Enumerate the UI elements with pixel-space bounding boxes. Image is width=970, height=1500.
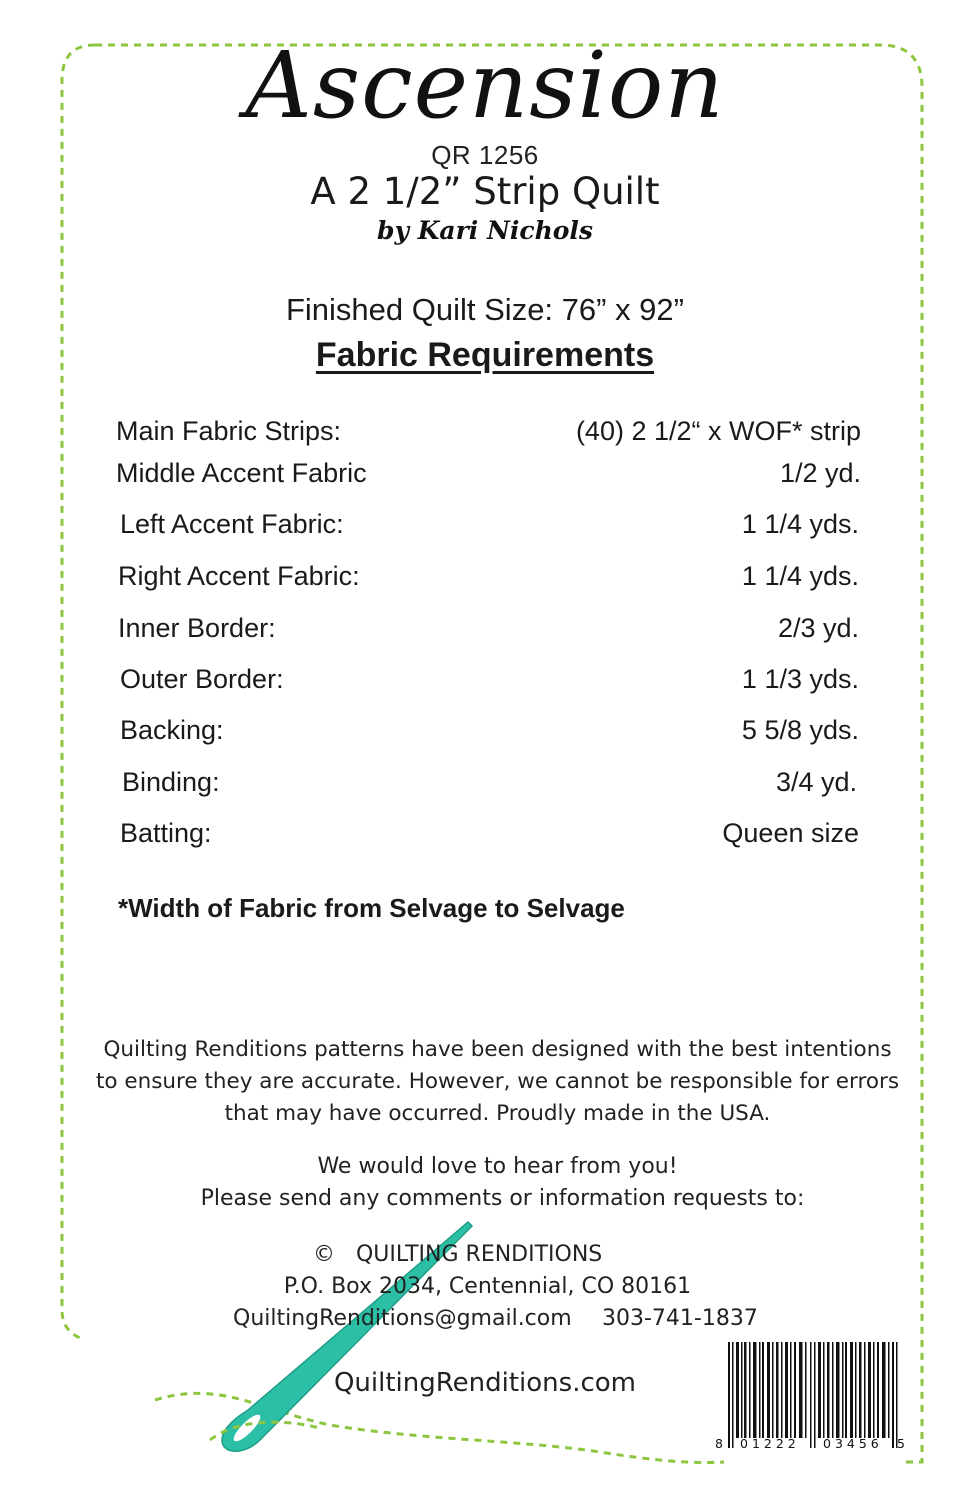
email-link[interactable]: QuiltingRenditions@gmail.com — [233, 1306, 572, 1331]
pattern-subtitle: A 2 1/2” Strip Quilt — [310, 170, 660, 213]
barcode-group-right: 03456 — [823, 1436, 883, 1451]
pattern-author: by Kari Nichols — [376, 216, 593, 245]
requirement-value: 3/4 yd. — [775, 766, 857, 797]
requirement-value: 2/3 yd. — [777, 612, 859, 643]
list-item — [120, 661, 859, 697]
barcode-digit-left: 8 — [715, 1436, 723, 1451]
list-item — [122, 764, 857, 800]
requirement-value: 1 1/4 yds. — [741, 508, 859, 539]
contact-invite: We would love to hear from you! — [317, 1154, 678, 1179]
requirement-value: Queen size — [722, 817, 859, 848]
disclaimer-line: that may have occurred. Proudly made in the USA. — [224, 1101, 771, 1126]
pattern-code: QR 1256 — [431, 140, 539, 170]
requirement-label: Right Accent Fabric: — [118, 560, 360, 591]
disclaimer-line: to ensure they are accurate. However, we cannot be responsible for errors — [95, 1069, 900, 1094]
mailing-address: P.O. Box 2034, Centennial, CO 80161 — [283, 1274, 692, 1299]
contact-request: Please send any comments or information requests to: — [200, 1186, 805, 1211]
phone-number: 303-741-1837 — [602, 1306, 758, 1331]
requirement-label: Left Accent Fabric: — [120, 508, 344, 539]
barcode-group-left: 01222 — [740, 1436, 800, 1451]
requirement-value: (40) 2 1/2“ x WOF* strip — [575, 415, 861, 446]
requirement-label: Batting: — [120, 817, 212, 848]
list-item — [118, 558, 859, 594]
requirement-label: Middle Accent Fabric — [116, 457, 367, 488]
disclaimer-line: Quilting Renditions patterns have been designed with the best intentions — [103, 1037, 892, 1062]
requirement-label: Inner Border: — [118, 612, 276, 643]
fabric-requirements-heading: Fabric Requirements — [315, 336, 655, 374]
requirement-value: 1 1/4 yds. — [741, 560, 859, 591]
requirement-value: 1 1/3 yds. — [741, 663, 859, 694]
list-item — [116, 413, 861, 449]
company-name: © QUILTING RENDITIONS — [313, 1242, 603, 1267]
list-item — [116, 455, 861, 491]
finished-size: Finished Quilt Size: 76” x 92” — [285, 292, 684, 327]
pattern-title: Ascension — [245, 32, 725, 139]
requirement-label: Binding: — [122, 766, 220, 797]
website-link[interactable]: QuiltingRenditions.com — [333, 1368, 637, 1398]
requirement-label: Backing: — [120, 714, 224, 745]
list-item — [120, 506, 859, 542]
requirement-label: Main Fabric Strips: — [116, 415, 342, 446]
barcode-digit-right: 5 — [897, 1436, 905, 1451]
requirement-value: 1/2 yd. — [779, 457, 861, 488]
list-item — [118, 610, 859, 646]
list-item — [120, 712, 859, 748]
requirement-value: 5 5/8 yds. — [741, 714, 859, 745]
wof-footnote: *Width of Fabric from Selvage to Selvage — [118, 893, 625, 923]
list-item — [120, 815, 859, 851]
requirement-label: Outer Border: — [120, 663, 284, 694]
